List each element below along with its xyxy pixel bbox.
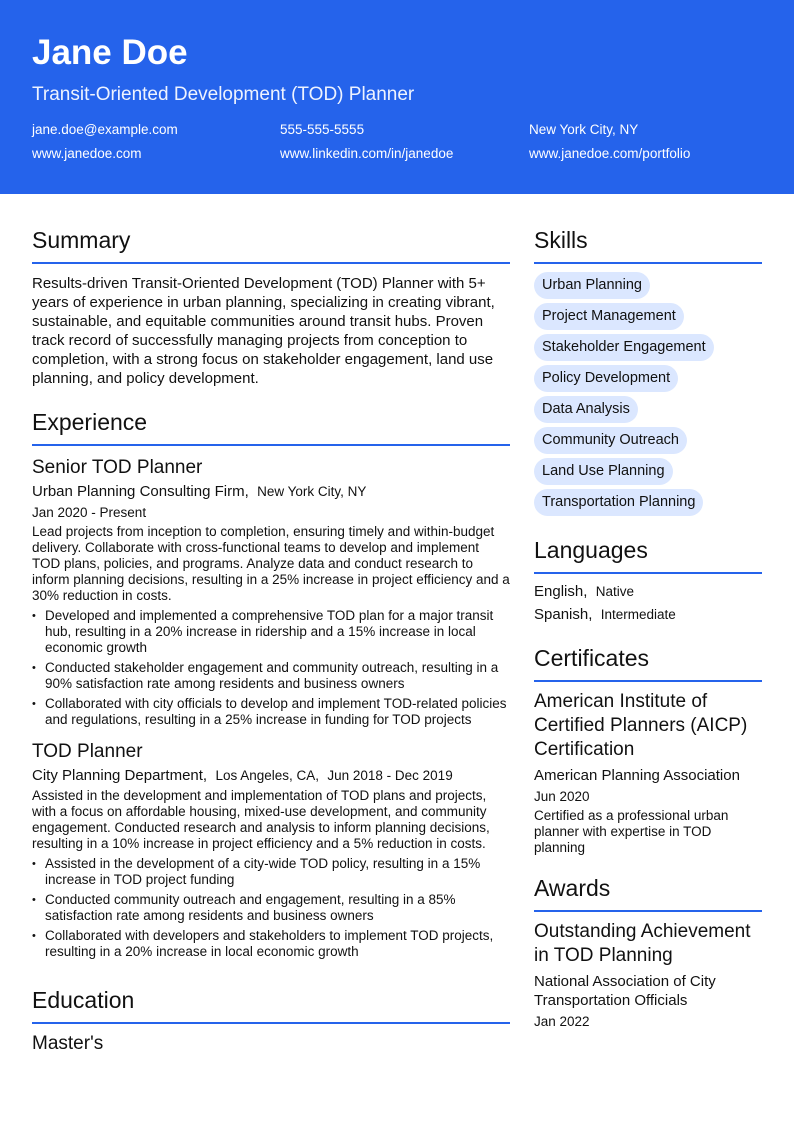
contact-website[interactable]: www.janedoe.com [32, 146, 142, 161]
skill-chip: Stakeholder Engagement [534, 334, 714, 361]
job-achievements [32, 856, 510, 960]
certificate-date: Jun 2020 [534, 789, 590, 804]
job-location: New York City, NY [257, 484, 367, 499]
section-divider [32, 262, 510, 264]
candidate-name: Jane Doe [32, 33, 188, 72]
section-heading-awards: Awards [534, 875, 611, 901]
job-location: Los Angeles, CA, [215, 768, 320, 783]
language-level: Native [595, 584, 634, 599]
contact-phone[interactable]: 555-555-5555 [280, 122, 365, 137]
languages-list [534, 580, 762, 626]
awards-section [534, 872, 762, 1031]
list-item: • Collaborated with developers and stakeholders to implement TOD projects, resulting in a 20% increase in local economic growth [32, 928, 510, 960]
job-dates: Jan 2020 - Present [32, 505, 147, 520]
skill-chip: Project Management [534, 303, 684, 330]
skills-list [534, 272, 762, 520]
section-divider [534, 910, 762, 912]
job-company: Urban Planning Consulting Firm, [32, 483, 249, 500]
list-item: • Conducted community outreach and engagement, resulting in a 85% satisfaction rate among residents and business owners [32, 892, 510, 924]
language-name: English, [534, 583, 588, 600]
section-heading-certificates: Certificates [534, 645, 650, 671]
job-description: Assisted in the development and implementation of TOD plans and projects, with a focus on affordable housing, mixed-use development, and community engagement. Conducted research and analysis to inform planning decisions, resulting in a 10% increase in project efficiency and a 5% reduction in costs. [32, 788, 490, 851]
resume-header [0, 0, 794, 194]
section-heading-skills: Skills [534, 227, 588, 253]
job-entry [32, 456, 510, 728]
section-heading-education: Education [32, 987, 135, 1013]
award-date: Jan 2022 [534, 1014, 590, 1029]
side-column [534, 224, 762, 1031]
job-dates: Jun 2018 - Dec 2019 [327, 768, 453, 783]
list-item: • Collaborated with city officials to develop and implement TOD-related policies and regulations, resulting in a 25% increase in funding for TOD projects [32, 696, 510, 728]
skills-section [534, 224, 762, 520]
section-divider [32, 444, 510, 446]
summary-text: Results-driven Transit-Oriented Development (TOD) Planner with 5+ years of experience in urban planning, specializing in creating vibrant, sustainable, and equitable communities around transit hubs. Proven track record of successfully managing projects from conception to completion, with a strong focus on stakeholder engagement, land use planning, and policy development. [32, 275, 495, 387]
section-divider [534, 262, 762, 264]
job-org-line [32, 766, 510, 786]
certificate-description: Certified as a professional urban planner with expertise in TOD planning [534, 808, 729, 855]
skill-chip: Data Analysis [534, 396, 638, 423]
skill-chip: Urban Planning [534, 272, 650, 299]
list-item: • Assisted in the development of a city-wide TOD policy, resulting in a 15% increase in TOD project funding [32, 856, 510, 888]
summary-section [32, 224, 510, 388]
job-title: Senior TOD Planner [32, 457, 203, 478]
section-heading-experience: Experience [32, 409, 148, 435]
main-column [32, 224, 510, 1056]
experience-section [32, 406, 510, 960]
certificate-name: American Institute of Certified Planners (AICP) Certification [534, 691, 748, 760]
section-heading-summary: Summary [32, 227, 131, 253]
section-divider [534, 680, 762, 682]
section-divider [534, 572, 762, 574]
job-entry [32, 740, 510, 960]
skill-chip: Transportation Planning [534, 489, 703, 516]
contact-location: New York City, NY [529, 122, 639, 137]
contact-linkedin[interactable]: www.linkedin.com/in/janedoe [280, 146, 454, 161]
languages-section [534, 534, 762, 626]
section-heading-languages: Languages [534, 537, 648, 563]
language-item [534, 580, 762, 603]
certificate-issuer: American Planning Association [534, 767, 740, 784]
contact-portfolio[interactable]: www.janedoe.com/portfolio [529, 146, 691, 161]
section-divider [32, 1022, 510, 1024]
job-achievements [32, 608, 510, 728]
job-org-line [32, 482, 510, 502]
contact-email[interactable]: jane.doe@example.com [32, 122, 178, 137]
candidate-title: Transit-Oriented Development (TOD) Planner [32, 84, 415, 105]
certificates-section [534, 642, 762, 856]
skill-chip: Policy Development [534, 365, 678, 392]
job-company: City Planning Department, [32, 767, 208, 784]
skill-chip: Community Outreach [534, 427, 687, 454]
award-name: Outstanding Achievement in TOD Planning [534, 921, 751, 966]
education-section [32, 984, 510, 1056]
list-item: • Developed and implemented a comprehensive TOD plan for a major transit hub, resulting in a 20% increase in ridership and a 15% increase in local economic growth [32, 608, 510, 656]
job-title: TOD Planner [32, 741, 143, 762]
language-item [534, 603, 762, 626]
award-issuer: National Association of City Transportation Officials [534, 973, 716, 1009]
skill-chip: Land Use Planning [534, 458, 673, 485]
language-level: Intermediate [600, 607, 676, 622]
language-name: Spanish, [534, 606, 593, 623]
job-description: Lead projects from inception to completion, ensuring timely and within-budget delivery. Collaborate with cross-functional teams to develop and implement TOD plans, policies, and programs. Analyze data and conduct research to inform planning decisions, resulting in a 25% increase in project efficiency and a 30% reduction in costs. [32, 524, 510, 603]
education-degree: Master's [32, 1033, 104, 1054]
list-item: • Conducted stakeholder engagement and community outreach, resulting in a 90% satisfaction rate among residents and business owners [32, 660, 510, 692]
